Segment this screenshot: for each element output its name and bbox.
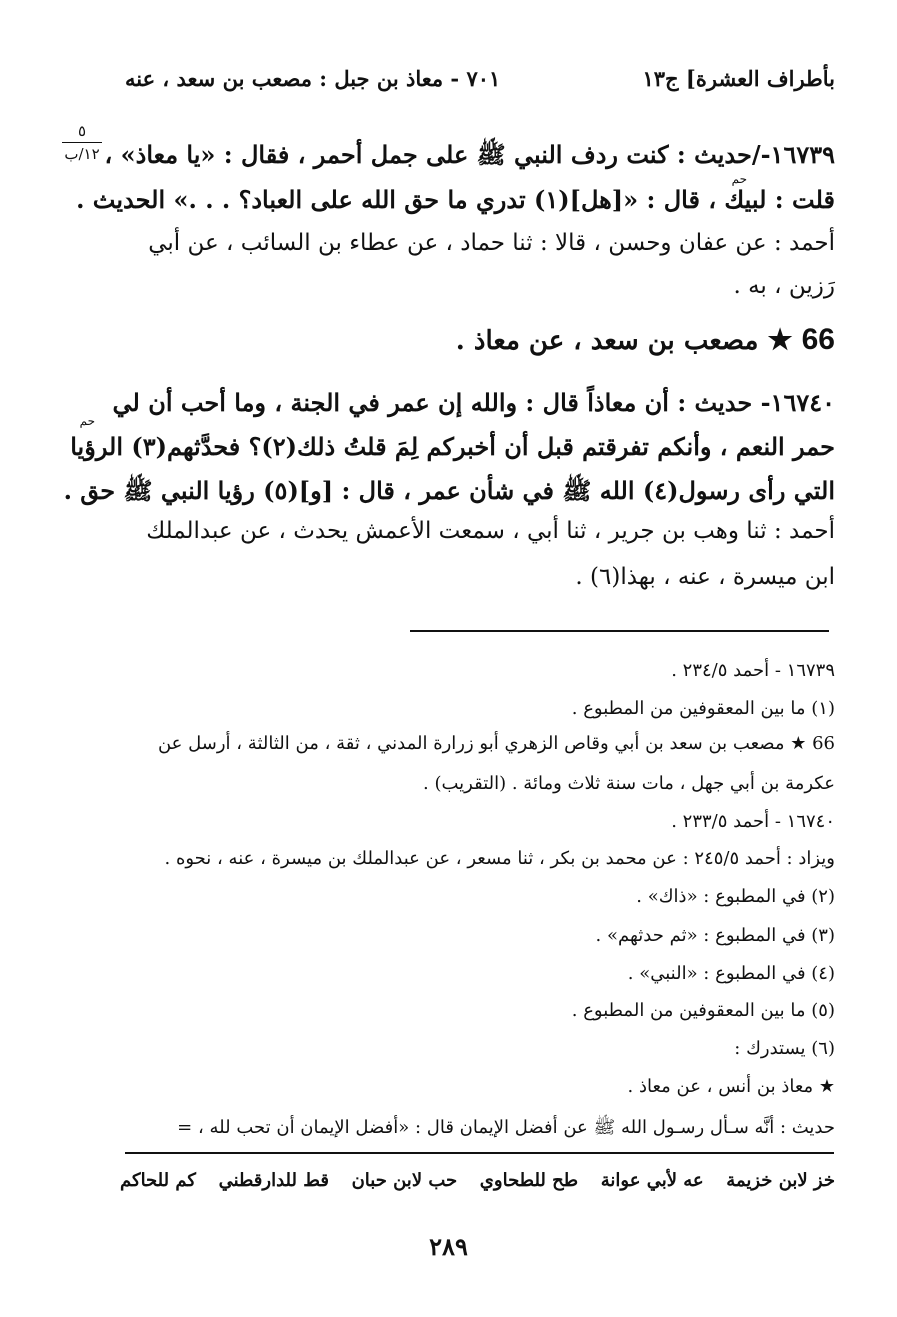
entry-16739-siglum: حم [731,172,747,186]
abbreviation-item: كم للحاكم [120,1170,196,1191]
footnote-line: عكرمة بن أبي جهل ، مات سنة ثلاث ومائة . (التقريب) . [423,773,835,794]
footnote-line: (٥) ما بين المعقوفين من المطبوع . [571,1000,835,1021]
margin-note-top: ٥ [77,122,87,140]
entry-16740-siglum: حم [79,414,95,428]
abbreviations-rule [125,1152,834,1154]
footnote-line: (١) ما بين المعقوفين من المطبوع . [571,698,835,719]
footnote-line: (٢) في المطبوع : «ذاك» . [636,886,835,907]
narrator-text: مصعب بن سعد ، عن معاذ . [455,326,759,356]
footnote-line: 66 ★ مصعب بن سعد بن أبي وقاص الزهري أبو زرارة المدني ، ثقة ، من الثالثة ، أرسل عن [157,733,835,754]
abbreviation-item: عه لأبي عوانة [600,1170,704,1191]
entry-16739-line-2: قلت : لبيك ، قال : «[هل](١) تدري ما حق الله على العباد؟ . . .» الحديث . [76,185,835,214]
footnote-line: (٣) في المطبوع : «ثم حدثهم» . [595,925,835,946]
footnote-line: ١٦٧٤٠ - أحمد ٢٣٣/٥ . [671,811,835,832]
running-header-left: ٧٠١ - معاذ بن جبل : مصعب بن سعد ، عنه [125,66,501,91]
narrator-heading [456,323,835,357]
entry-16740-source-2: ابن ميسرة ، عنه ، بهذا(٦) . [575,564,835,590]
abbreviations-key [120,1170,835,1191]
running-header-right: بأطراف العشرة] ج١٣ [642,66,835,91]
entry-16739-line-1: ١٦٧٣٩-/حديث : كنت ردف النبي ﷺ على جمل أحمر ، فقال : «يا معاذ» ، [104,140,835,169]
abbreviation-item: خز لابن خزيمة [726,1170,835,1191]
entry-16740-line-2: حمر النعم ، وأنكم تفرقتم قبل أن أخبركم لِمَ قلتُ ذلك(٢)؟ فحدَّثهم(٣) الرؤيا [70,432,835,461]
footnote-line: ويزاد : أحمد ٢٤٥/٥ : عن محمد بن بكر ، ثنا مسعر ، عن عبدالملك بن ميسرة ، عنه ، نحوه . [164,848,835,869]
entry-16739-source-2: رَزين ، به . [733,273,835,299]
entry-16740-line-1: ١٦٧٤٠- حديث : أن معاذاً قال : والله إن عمر في الجنة ، وما أحب أن لي [112,388,835,417]
margin-note [58,122,106,163]
narrator-number: 66 [801,323,835,356]
entry-16739-source-1: أحمد : عن عفان وحسن ، قالا : ثنا حماد ، عن عطاء بن السائب ، عن أبي [148,230,835,256]
footnote-line: حديث : أنَّه سـأل رسـول الله ﷺ عن أفضل الإيمان قال : «أفضل الإيمان أن تحب لله ، = [177,1117,835,1138]
margin-note-rule [62,142,102,143]
narrator-star-icon: ★ [767,323,793,356]
margin-note-bottom: ١٢/ب [64,145,100,163]
footnote-line: ١٦٧٣٩ - أحمد ٢٣٤/٥ . [671,660,835,681]
footnote-separator [410,630,829,632]
page-number: ٢٨٩ [429,1232,468,1261]
entry-16740-line-3: التي رأى رسول(٤) الله ﷺ في شأن عمر ، قال : [و](٥) رؤيا النبي ﷺ حق . [63,476,835,505]
abbreviation-item: طح للطحاوي [479,1170,579,1191]
abbreviation-item: قط للدارقطني [218,1170,329,1191]
entry-16740-source-1: أحمد : ثنا وهب بن جرير ، ثنا أبي ، سمعت الأعمش يحدث ، عن عبدالملك [146,518,835,544]
abbreviation-item: حب لابن حبان [351,1170,458,1191]
footnote-line: (٦) يستدرك : [734,1038,835,1059]
footnote-line: ★ معاذ بن أنس ، عن معاذ . [627,1076,835,1097]
footnote-line: (٤) في المطبوع : «النبي» . [627,963,835,984]
